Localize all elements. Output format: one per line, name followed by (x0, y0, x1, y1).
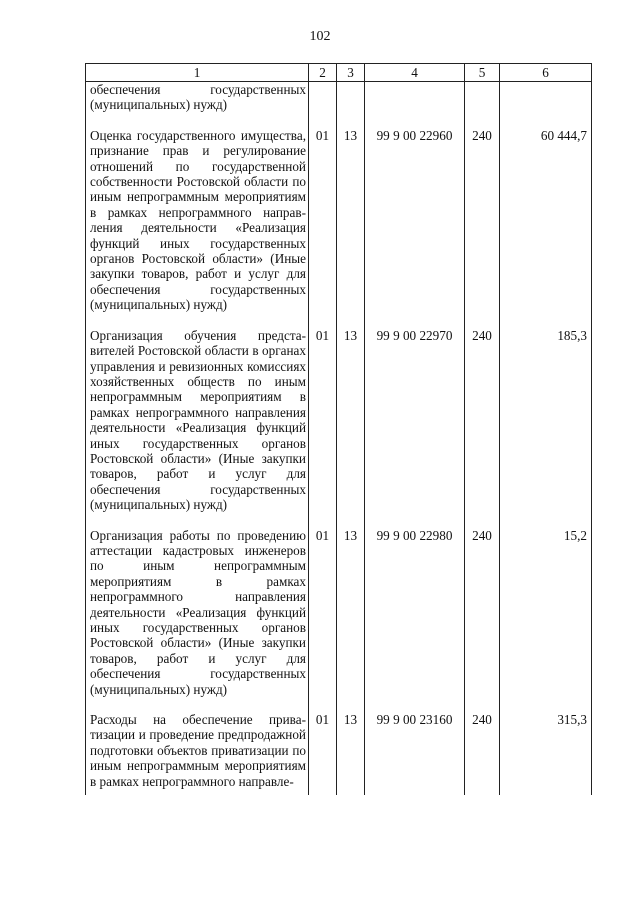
table-row (86, 519, 592, 703)
column-header: 5 (465, 64, 500, 82)
page-number: 102 (309, 29, 331, 44)
table-row (86, 703, 592, 795)
amount: 315,3 (500, 703, 592, 795)
table-row (86, 119, 592, 319)
subsection-code: 13 (337, 319, 365, 519)
table-row (86, 319, 592, 519)
amount: 60 444,7 (500, 119, 592, 319)
section-code: 01 (309, 703, 337, 795)
row-description: Оценка государственного имущества, признание прав и регулирование отношений по государственной собственности Ростовской области по иным непрограммным мероприятиям в рамках непрограммного направления деятельности «Реализация функций иных государственных органов Ростовской области» (Иные закупки товаров, работ и услуг для обеспечения государственных (муниципальных) нужд) (86, 119, 309, 319)
row-description: Организация работы по проведению аттестации кадастровых инженеров по иным непрограммным мероприятиям в рамках непрограммного направления деятельности «Реализация функций иных государственных органов Ростовской области» (Иные закупки товаров, работ и услуг для обеспечения государственных (муниципальных) нужд) (86, 519, 309, 703)
column-header: 3 (337, 64, 365, 82)
table-header-row (86, 64, 592, 82)
subsection-code: 13 (337, 703, 365, 795)
target-article-code: 99 9 00 23160 (365, 703, 465, 795)
expense-type-code: 240 (465, 519, 500, 703)
row-description: обеспечения государственных (муниципальных) нужд) (86, 82, 309, 119)
column-header: 6 (500, 64, 592, 82)
section-code: 01 (309, 319, 337, 519)
amount: 15,2 (500, 519, 592, 703)
target-article-code: 99 9 00 22970 (365, 319, 465, 519)
expense-type-code: 240 (465, 119, 500, 319)
row-description: Организация обучения представителей Ростовской области в органах управления и ревизионных комиссиях хозяйственных обществ по иным непрограммным мероприятиям в рамках непрограммного направления деятельности «Реализация функций иных государственных органов Ростовской области» (Иные закупки товаров, работ и услуг для обеспечения государственных (муниципальных) нужд) (86, 319, 309, 519)
expense-type-code: 240 (465, 703, 500, 795)
column-header: 2 (309, 64, 337, 82)
subsection-code: 13 (337, 119, 365, 319)
target-article-code: 99 9 00 22960 (365, 119, 465, 319)
subsection-code: 13 (337, 519, 365, 703)
budget-table (85, 63, 592, 795)
table-row-continued (86, 82, 592, 119)
section-code: 01 (309, 119, 337, 319)
section-code: 01 (309, 519, 337, 703)
target-article-code: 99 9 00 22980 (365, 519, 465, 703)
amount: 185,3 (500, 319, 592, 519)
column-header: 1 (86, 64, 309, 82)
row-description: Расходы на обеспечение приватизации и проведение предпродажной подготовки объектов приватизации по иным непрограммным мероприятиям в рамках непрограммного направле- (86, 703, 309, 795)
column-header: 4 (365, 64, 465, 82)
expense-type-code: 240 (465, 319, 500, 519)
